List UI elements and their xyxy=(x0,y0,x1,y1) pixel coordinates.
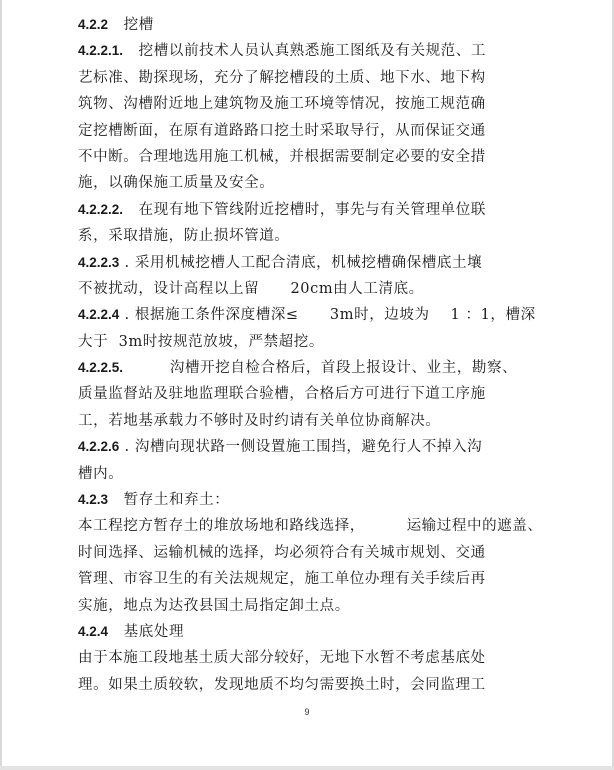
line-text: 在现有地下管线附近挖槽时，事先与有关管理单位联 xyxy=(123,201,486,218)
line-text: 暂存土和弃土： xyxy=(108,492,230,509)
text-line xyxy=(78,250,538,276)
text-line xyxy=(78,434,538,460)
line-text: 本工程挖方暂存土的堆放场地和路线选择， 运输过程中的遮盖、 xyxy=(78,518,543,535)
page-frame-bottom xyxy=(0,766,614,770)
text-line xyxy=(78,672,538,698)
text-line xyxy=(78,329,538,355)
section-number: 4.2.2.2. xyxy=(78,201,124,217)
line-text: 不中断。合理地选用施工机械，并根据需要制定必要的安全措 xyxy=(78,148,486,165)
section-number: 4.2.3 xyxy=(78,492,109,508)
text-line xyxy=(78,566,538,592)
text-line xyxy=(78,65,538,91)
line-text: 工，若地基承载力不够时及时约请有关单位协商解决。 xyxy=(78,412,441,429)
text-line xyxy=(78,302,538,328)
line-text: . 根据施工条件深度槽深≤ 3m时，边坡为 1 ：1，槽深 xyxy=(119,307,536,324)
text-line xyxy=(78,408,538,434)
section-number: 4.2.2.4 xyxy=(78,307,120,323)
line-text: 质量监督站及驻地监理联合验槽，合格后方可进行下道工序施 xyxy=(78,386,486,403)
section-number: 4.2.2 xyxy=(78,17,109,32)
line-text: 时间选择、运输机械的选择，均必须符合有关城市规划、交通 xyxy=(78,544,486,561)
section-number: 4.2.4 xyxy=(78,623,109,639)
text-line xyxy=(78,540,538,566)
line-text: 理。如果土质较软，发现地质不均匀需要换土时，会同监理工 xyxy=(78,676,486,693)
text-line xyxy=(78,461,538,487)
text-line xyxy=(78,170,538,196)
line-text: 由于本施工段地基土质大部分较好，无地下水暂不考虑基底处 xyxy=(78,650,486,667)
text-line xyxy=(78,381,538,407)
line-text: . 沟槽向现状路一侧设置施工围挡，避免行人不掉入沟 xyxy=(119,439,483,456)
line-text: 筑物、沟槽附近地上建筑物及施工环境等情况，按施工规范确 xyxy=(78,96,486,113)
section-number: 4.2.2.1. xyxy=(78,43,124,59)
line-text: 沟槽开挖自检合格后，首段上报设计、业主，勘察、 xyxy=(123,360,518,377)
text-line xyxy=(78,619,538,645)
line-text: . 采用机械挖槽人工配合清底，机械挖槽确保槽底土壤 xyxy=(119,254,483,271)
text-line xyxy=(78,276,538,302)
text-line xyxy=(78,223,538,249)
section-number: 4.2.2.3 xyxy=(78,254,120,270)
text-line xyxy=(78,593,538,619)
text-line xyxy=(78,118,538,144)
line-text: 施，以确保施工质量及安全。 xyxy=(78,175,275,192)
line-text: 实施，地点为达孜县国土局指定卸土点。 xyxy=(78,597,350,614)
document-body xyxy=(78,12,543,698)
line-text: 艺标准、勘探现场，充分了解挖槽段的土质、地下水、地下构 xyxy=(78,69,486,86)
line-text: 定挖槽断面，在原有道路路口挖土时采取导行，从而保证交通 xyxy=(78,122,486,139)
line-text: 挖槽以前技术人员认真熟悉施工图纸及有关规范、工 xyxy=(123,43,486,60)
line-text: 挖槽 xyxy=(108,17,154,33)
page-frame-left xyxy=(0,0,2,770)
text-line xyxy=(78,144,538,170)
text-line xyxy=(78,12,538,38)
text-line xyxy=(78,645,538,671)
line-text: 大于 3m时按规范放坡，严禁超挖。 xyxy=(78,333,324,350)
text-line xyxy=(78,91,538,117)
section-number: 4.2.2.5. xyxy=(78,360,124,376)
line-text: 系，采取措施，防止损坏管道。 xyxy=(78,228,290,245)
section-number: 4.2.2.6 xyxy=(78,439,120,455)
text-line xyxy=(78,38,538,64)
text-line xyxy=(78,487,538,513)
line-text: 管理、市容卫生的有关法规规定，施工单位办理有关手续后再 xyxy=(78,571,486,588)
line-text: 不被扰动，设计高程以上留 20cm由人工清底。 xyxy=(78,280,424,297)
page-number: 9 xyxy=(304,707,310,717)
text-line xyxy=(78,197,538,223)
text-line xyxy=(78,355,538,381)
line-text: 基底处理 xyxy=(108,623,185,640)
line-text: 槽内。 xyxy=(78,465,124,482)
text-line xyxy=(78,513,543,539)
